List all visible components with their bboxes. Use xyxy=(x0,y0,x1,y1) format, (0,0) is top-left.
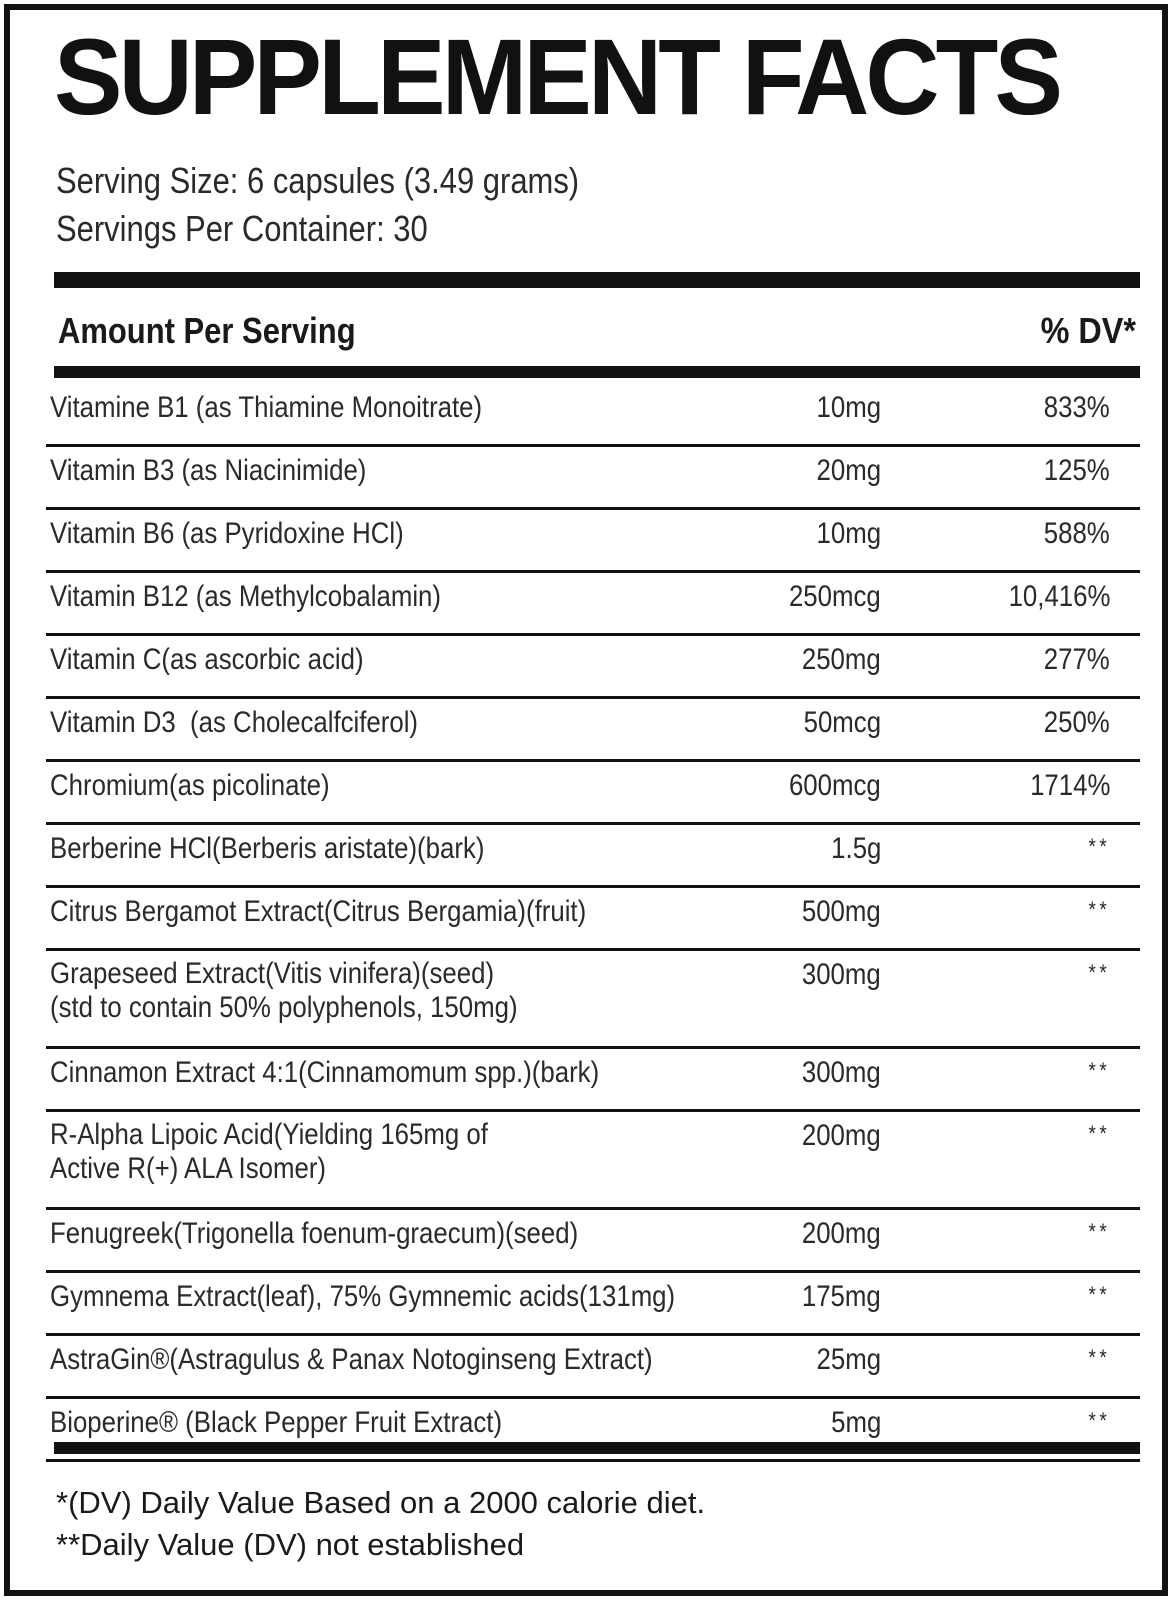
servings-per-container: Servings Per Container: 30 xyxy=(56,208,428,249)
table-row xyxy=(46,951,1140,1049)
ingredient-name: Vitamin D3 (as Cholecalfciferol) xyxy=(50,706,419,739)
table-row xyxy=(46,384,1140,447)
ingredient-amount: 200mg xyxy=(802,1217,881,1250)
ingredient-dv: 10,416% xyxy=(1008,580,1110,613)
ingredient-dv: ** xyxy=(1088,1058,1110,1083)
ingredient-name: Vitamin B3 (as Niacinimide) xyxy=(50,454,367,487)
ingredient-name: Grapeseed Extract(Vitis vinifera)(seed) (std to contain 50% polyphenols, 150mg) xyxy=(50,957,518,1024)
ingredient-name: Berberine HCl(Berberis aristate)(bark) xyxy=(50,832,485,865)
footnotes xyxy=(56,1482,705,1566)
dv-label: % DV* xyxy=(1040,310,1136,351)
table-row xyxy=(46,447,1140,510)
ingredient-amount: 600mcg xyxy=(789,769,881,802)
ingredient-amount: 10mg xyxy=(816,517,881,550)
table-row xyxy=(46,636,1140,699)
ingredient-name: Vitamin B12 (as Methylcobalamin) xyxy=(50,580,442,613)
thick-divider-header xyxy=(54,366,1140,378)
thick-divider-top xyxy=(54,272,1140,288)
table-row xyxy=(46,573,1140,636)
ingredient-table xyxy=(46,384,1140,1462)
ingredient-dv: 1714% xyxy=(1029,769,1110,802)
table-row xyxy=(46,1273,1140,1336)
table-row xyxy=(46,825,1140,888)
table-row xyxy=(46,1049,1140,1112)
ingredient-name: AstraGin®(Astragulus & Panax Notoginseng Extract) xyxy=(50,1343,653,1376)
ingredient-amount: 250mg xyxy=(802,643,881,676)
ingredient-name: Bioperine® (Black Pepper Fruit Extract) xyxy=(50,1406,503,1439)
ingredient-name: R-Alpha Lipoic Acid(Yielding 165mg of Active R(+) ALA Isomer) xyxy=(50,1118,488,1185)
table-row xyxy=(46,1112,1140,1210)
ingredient-amount: 25mg xyxy=(816,1343,881,1376)
table-row xyxy=(46,1336,1140,1399)
ingredient-dv: ** xyxy=(1088,1408,1110,1433)
ingredient-name: Vitamin C(as ascorbic acid) xyxy=(50,643,364,676)
ingredient-name: Vitamine B1 (as Thiamine Monoitrate) xyxy=(50,391,483,424)
table-header xyxy=(54,304,1140,356)
ingredient-amount: 300mg xyxy=(802,1056,881,1089)
ingredient-name: Gymnema Extract(leaf), 75% Gymnemic acids(131mg) xyxy=(50,1280,676,1313)
ingredient-amount: 1.5g xyxy=(830,832,881,865)
table-row xyxy=(46,1210,1140,1273)
ingredient-dv: ** xyxy=(1088,960,1110,985)
table-row xyxy=(46,888,1140,951)
ingredient-name: Chromium(as picolinate) xyxy=(50,769,330,802)
footnote-not-established: **Daily Value (DV) not established xyxy=(56,1527,525,1562)
ingredient-dv: 277% xyxy=(1044,643,1110,676)
ingredient-dv: 125% xyxy=(1044,454,1110,487)
ingredient-amount: 20mg xyxy=(816,454,881,487)
ingredient-name: Cinnamon Extract 4:1(Cinnamomum spp.)(bark) xyxy=(50,1056,600,1089)
ingredient-name: Vitamin B6 (as Pyridoxine HCl) xyxy=(50,517,404,550)
footnote-dv: *(DV) Daily Value Based on a 2000 calorie diet. xyxy=(56,1485,706,1520)
ingredient-dv: ** xyxy=(1088,1219,1110,1244)
ingredient-name: Fenugreek(Trigonella foenum-graecum)(seed) xyxy=(50,1217,579,1250)
ingredient-amount: 500mg xyxy=(802,895,881,928)
ingredient-amount: 5mg xyxy=(830,1406,881,1439)
ingredient-dv: ** xyxy=(1088,1121,1110,1146)
ingredient-amount: 250mcg xyxy=(789,580,881,613)
ingredient-amount: 10mg xyxy=(816,391,881,424)
ingredient-dv: ** xyxy=(1088,1282,1110,1307)
ingredient-amount: 175mg xyxy=(802,1280,881,1313)
ingredient-dv: 588% xyxy=(1044,517,1110,550)
ingredient-dv: ** xyxy=(1088,834,1110,859)
ingredient-amount: 200mg xyxy=(802,1119,881,1152)
ingredient-amount: 50mcg xyxy=(803,706,881,739)
ingredient-amount: 300mg xyxy=(802,958,881,991)
table-row xyxy=(46,762,1140,825)
ingredient-name: Citrus Bergamot Extract(Citrus Bergamia)(fruit) xyxy=(50,895,587,928)
serving-size: Serving Size: 6 capsules (3.49 grams) xyxy=(56,160,580,201)
thick-divider-bottom xyxy=(54,1442,1140,1454)
amount-per-serving-label: Amount Per Serving xyxy=(58,310,356,351)
ingredient-dv: 833% xyxy=(1044,391,1110,424)
ingredient-dv: ** xyxy=(1088,1345,1110,1370)
table-row xyxy=(46,510,1140,573)
table-row xyxy=(46,699,1140,762)
ingredient-dv: 250% xyxy=(1044,706,1110,739)
ingredient-dv: ** xyxy=(1088,897,1110,922)
panel-title: SUPPLEMENT FACTS xyxy=(54,16,1060,137)
supplement-facts-panel xyxy=(4,4,1168,1596)
